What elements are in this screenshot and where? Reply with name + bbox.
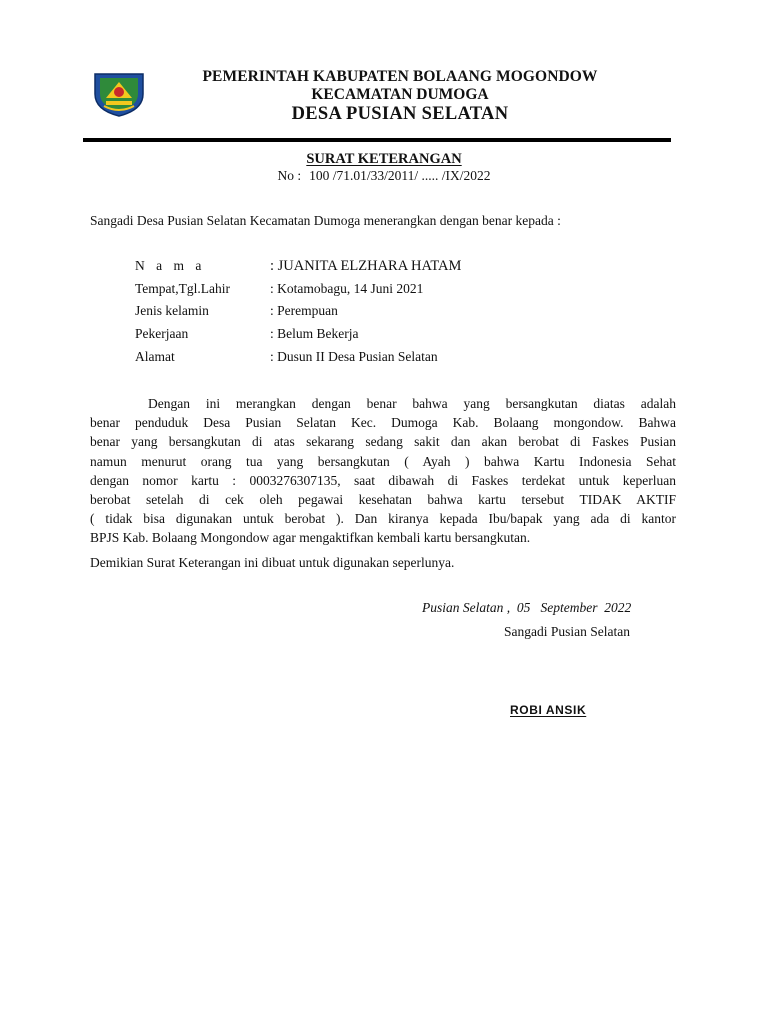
- signer-title: Sangadi Pusian Selatan: [504, 624, 630, 639]
- letterhead-government: PEMERINTAH KABUPATEN BOLAANG MOGONDOW: [202, 68, 598, 85]
- identity-label: Pekerjaan: [135, 326, 189, 341]
- identity-value: : JUANITA ELZHARA HATAM: [270, 258, 462, 274]
- body-line: benar yang bersangkutan di atas sekarang sedang sakit dan akan berobat di Faskes Pusian: [90, 434, 676, 450]
- body-line: dengan nomor kartu : 0003276307135, saat dibawah di Faskes terdekat untuk keperluan: [90, 472, 676, 488]
- identity-label: N a m a: [135, 258, 206, 273]
- signer-name: ROBI ANSIK: [510, 703, 587, 717]
- document-number: [0, 168, 768, 184]
- identity-value: : Belum Bekerja: [270, 326, 359, 341]
- body-line: ( tidak bisa digunakan untuk berobat ). Dan kiranya kepada Ibu/bapak yang ada di kantor: [90, 511, 676, 527]
- identity-value: : Perempuan: [270, 303, 338, 318]
- body-line: Dengan ini merangkan dengan benar bahwa yang bersangkutan diatas adalah: [148, 396, 676, 411]
- body-line: benar penduduk Desa Pusian Selatan Kec. Dumoga Kab. Bolaang mongondow. Bahwa: [90, 415, 676, 431]
- closing-sentence: Demikian Surat Keterangan ini dibuat untuk digunakan seperlunya.: [90, 555, 455, 570]
- identity-value: : Dusun II Desa Pusian Selatan: [270, 349, 438, 364]
- identity-value: : Kotamobagu, 14 Juni 2021: [270, 281, 424, 296]
- document-number-label: No :: [277, 168, 302, 183]
- shield-icon: [92, 70, 146, 118]
- regency-emblem-logo: [92, 70, 146, 118]
- identity-label: Alamat: [135, 349, 175, 364]
- body-line: berobat setelah di cek oleh pegawai kesehatan bahwa kartu tersebut TIDAK AKTIF: [90, 492, 676, 508]
- document-number-value: 100 /71.01/33/2011/ ..... /IX/2022: [309, 168, 491, 183]
- letterhead-district: KECAMATAN DUMOGA: [311, 86, 489, 103]
- body-line: BPJS Kab. Bolaang Mongondow agar mengaktifkan kembali kartu bersangkutan.: [90, 530, 531, 546]
- letterhead-village: DESA PUSIAN SELATAN: [291, 104, 509, 124]
- identity-label: Jenis kelamin: [135, 303, 209, 318]
- letterhead-divider: [83, 138, 671, 142]
- document-title-text: SURAT KETERANGAN: [306, 151, 462, 167]
- body-line: namun menurut orang tua yang bersangkutan ( Ayah ) bahwa Kartu Indonesia Sehat: [90, 453, 676, 469]
- body-paragraph: [90, 394, 676, 548]
- identity-label: Tempat,Tgl.Lahir: [135, 281, 231, 296]
- document-title: [0, 151, 768, 168]
- intro-sentence: Sangadi Desa Pusian Selatan Kecamatan Dumoga menerangkan dengan benar kepada :: [90, 213, 561, 228]
- place-and-date: Pusian Selatan , 05 September 2022: [422, 600, 632, 615]
